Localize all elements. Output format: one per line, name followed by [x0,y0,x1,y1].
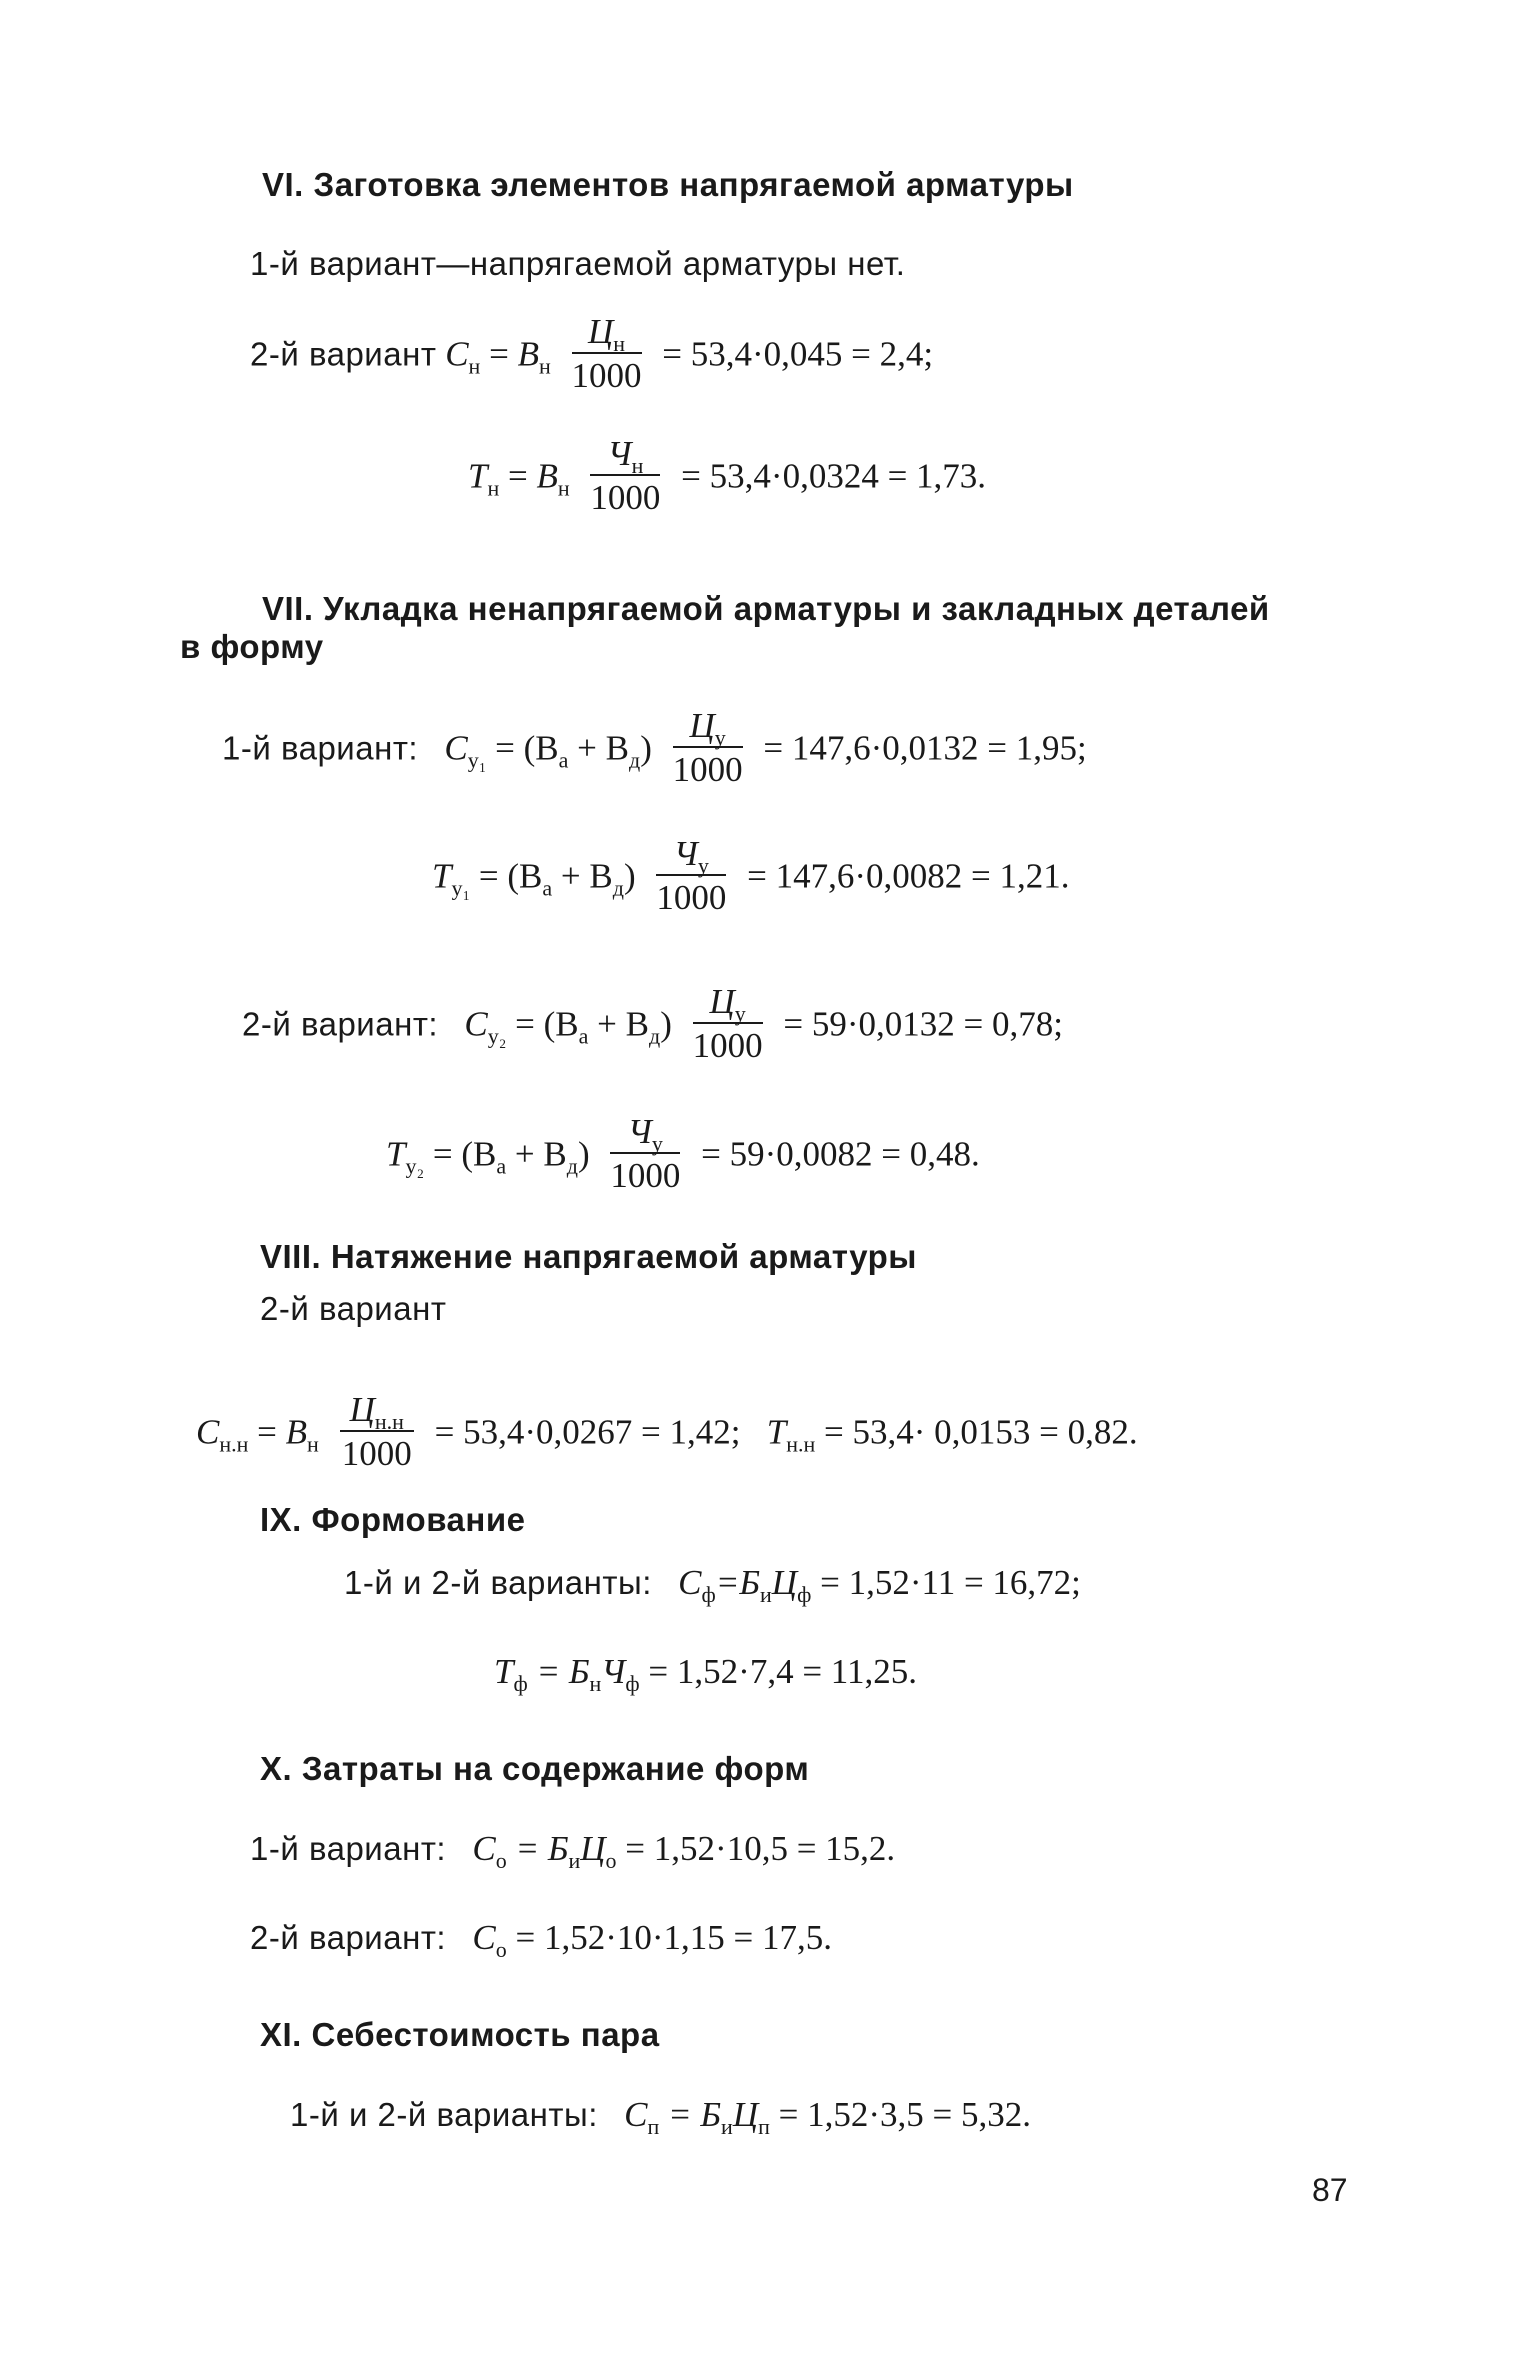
section-10-formula-v1: 1-й вариант: $C_o = Б_иЦ_o = 1,52\cdot 10,5 = 15,2$. [250,1829,896,1873]
section-11-formula: 1-й и 2-й варианты: $C_п = Б_иЦ_п = 1,52\cdot 3,5 = 5,32$. [290,2095,1032,2139]
variant-label: 2-й вариант [250,335,437,373]
fraction: $\frac{Ч_н}{1000}$ [590,434,661,517]
section-7-formula-t1: $T_{у_1} = (B_а + B_д)$ $\frac{Ч_у}{1000}$ = 147,6·0,0082 = 1,21. [432,834,1070,917]
variant-label: 1-й вариант: [250,1830,447,1867]
section-6-heading: VI. Заготовка элементов напрягаемой арматуры [262,166,1074,203]
section-6-variant-1: 1-й вариант—напрягаемой арматуры нет. [250,245,906,282]
section-10-heading: X. Затраты на содержание форм [260,1750,810,1787]
section-9-formula-c: 1-й и 2-й варианты: $C_ф=Б_иЦ_ф = 1,52\cdot 11 = 16,72$; [344,1563,1081,1607]
section-8-heading: VIII. Натяжение напрягаемой арматуры [260,1238,917,1275]
section-6-formula-t: $T_н = B_н$ $\frac{Ч_н}{1000}$ = 53,4·0,0324 = 1,73. [468,434,987,517]
section-10-formula-v2: 2-й вариант: $C_o = 1,52\cdot 10\cdot 1,15 = 17,5$. [250,1918,833,1962]
section-8-formula: $C_{н.н} = B_н$ $\frac{Ц_{н.н}}{1000}$ = 53,4·0,0267 = 1,42; $T_{н.н} = 53,4\cdot 0,0153 = 0,82$. [196,1390,1138,1473]
section-7-formula-t2: $T_{у_2} = (B_а + B_д)$ $\frac{Ч_у}{1000}$ = 59·0,0082 = 0,48. [386,1112,980,1195]
variant-label: 1-й и 2-й варианты: [290,2096,598,2133]
fraction: $\frac{Ц_н}{1000}$ [571,312,642,395]
fraction: $\frac{Ч_у}{1000}$ [610,1112,681,1195]
section-7-heading: VII. Укладка ненапрягаемой арматуры и закладных деталей [262,590,1270,627]
section-9-heading: IX. Формование [260,1501,526,1538]
fraction: $\frac{Ц_{н.н}}{1000}$ [340,1392,414,1471]
section-6-formula-c: 2-й вариант $C_н = B_н$ $\frac{Ц_н}{1000}$ = 53,4·0,045 = 2,4; [250,312,934,395]
page-number: 87 [1312,2172,1348,2208]
variant-label: 2-й вариант: [242,1005,439,1043]
variant-label: 2-й вариант: [250,1919,447,1956]
section-9-formula-t: $T_ф = Б_нЧ_ф = 1,52\cdot 7,4 = 11,25$. [494,1652,918,1696]
fraction: $\frac{Ц_у}{1000}$ [672,706,743,789]
section-8-variant-2: 2-й вариант [260,1290,447,1327]
fraction: $\frac{Ч_у}{1000}$ [656,834,727,917]
section-7-formula-c1: 1-й вариант: $C_{у_1} = (B_а + B_д)$ $\frac{Ц_у}{1000}$ = 147,6·0,0132 = 1,95; [222,706,1087,789]
variant-label: 1-й и 2-й варианты: [344,1564,652,1601]
section-11-heading: XI. Себестоимость пара [260,2016,660,2053]
variant-label: 1-й вариант: [222,729,419,767]
fraction: $\frac{Ц_у}{1000}$ [692,982,763,1065]
section-7-formula-c2: 2-й вариант: $C_{у_2} = (B_а + B_д)$ $\frac{Ц_у}{1000}$ = 59·0,0132 = 0,78; [242,982,1063,1065]
section-7-heading-cont: в форму [180,628,324,665]
